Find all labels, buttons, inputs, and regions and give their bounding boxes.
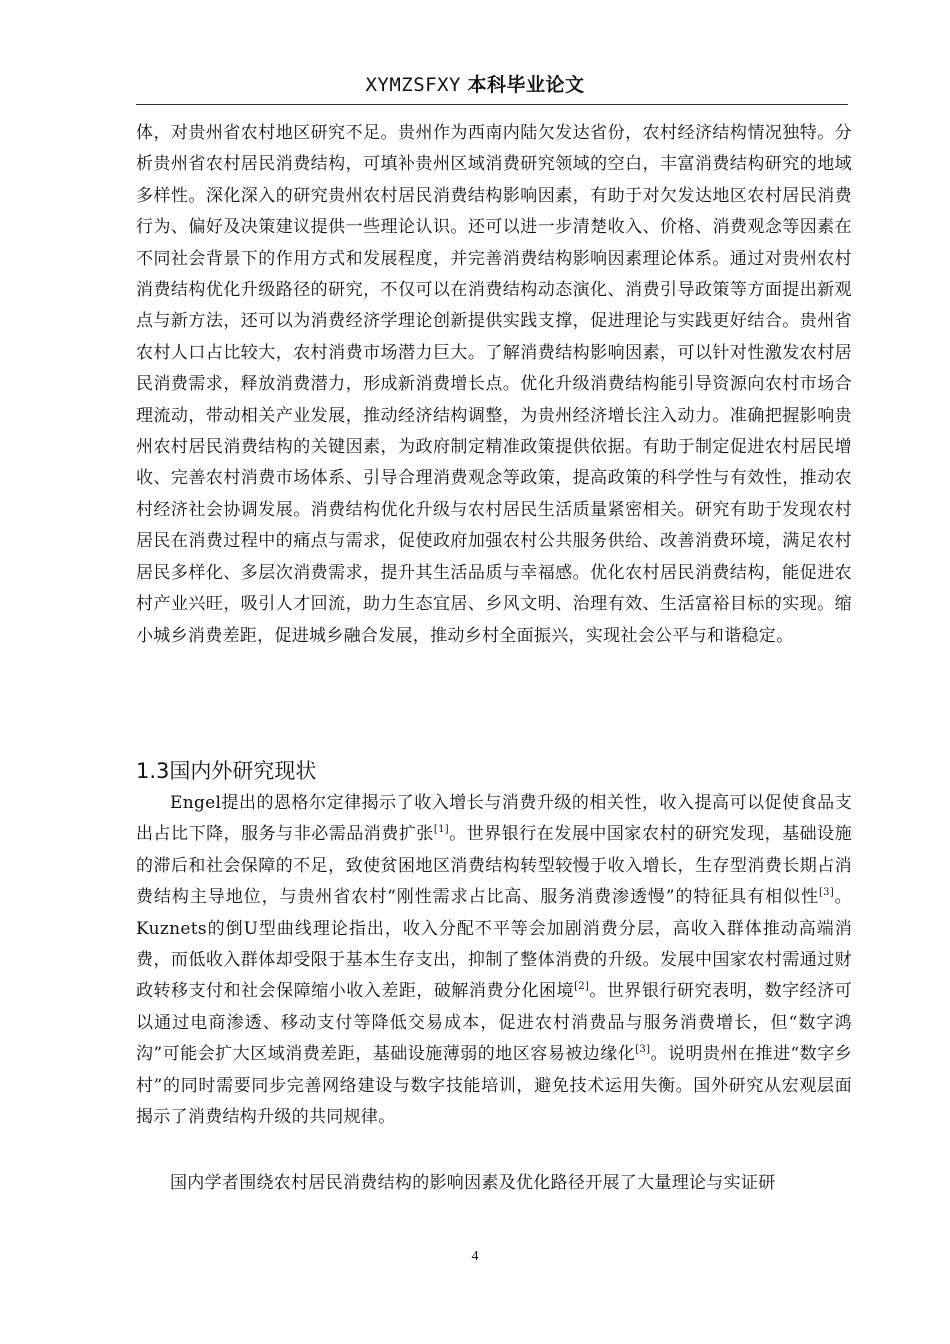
body-paragraph-1: 体，对贵州省农村地区研究不足。贵州作为西南内陆欠发达省份，农村经济结构情况独特。分析贵州省农村居民消费结构，可填补贵州区域消费研究领域的空白，丰富消费结构研究的地域多样性。深化深入的研究贵州农村居民消费结构影响因素，有助于对欠发达地区农村居民消费行为、偏好及决策建议提供一些理论认识。还可以进一步清楚收入、价格、消费观念等因素在不同社会背景下的作用方式和发展程度，并完善消费结构影响因素理论体系。通过对贵州农村消费结构优化升级路径的研究，不仅可以在消费结构动态演化、消费引导政策等方面提出新观点与新方法，还可以为消费经济学理论创新提供实践支撑，促进理论与实践更好结合。贵州省农村人口占比较大，农村消费市场潜力巨大。了解消费结构影响因素，可以针对性激发农村居民消费需求，释放消费潜力，形成新消费增长点。优化升级消费结构能引导资源向农村市场合理流动，带动相关产业发展，推动经济结构调整，为贵州经济增长注入动力。准确把握影响贵州农村居民消费结构的关键因素，为政府制定精准政策提供依据。有助于制定促进农村居民增收、完善农村消费市场体系、引导合理消费观念等政策，提高政策的科学性与有效性，推动农村经济社会协调发展。消费结构优化升级与农村居民生活质量紧密相关。研究有助于发现农村居民在消费过程中的痛点与需求，促使政府加强农村公共服务供给、改善消费环境，满足农村居民多样化、多层次消费需求，提升其生活品质与幸福感。优化农村居民消费结构，能促进农村产业兴旺，吸引人才回流，助力生态宜居、乡风文明、治理有效、生活富裕目标的实现。缩小城乡消费差距，促进城乡融合发展，推动乡村全面振兴，实现社会公平与和谐稳定。 bbox=[136, 123, 852, 646]
citation: [3] bbox=[818, 887, 835, 899]
citation: [2] bbox=[574, 981, 590, 993]
body-paragraph-2 bbox=[136, 788, 852, 1133]
section-heading: 1.3国内外研究现状 bbox=[136, 759, 317, 783]
header-rule bbox=[136, 104, 848, 105]
text-segment: 。世界银行研究表明，数字经济可以通过电商渗透、移动支付等降低交易成本，促进农村消费品与服务消费增长，但“数字鸿沟”可能会扩大区域消费差距，基础设施薄弱的地区容易被边缘化 bbox=[136, 981, 853, 1065]
citation: [1] bbox=[433, 824, 449, 836]
page-number: 4 bbox=[471, 1249, 479, 1264]
text-segment: Engel提出的恩格尔定律揭示了收入增长与消费升级的相关性，收入提高可以促使食品支出占比下降，服务与非必需品消费扩张 bbox=[136, 793, 852, 845]
text-segment: 。世界银行在发展中国家农村的研究发现，基础设施的滞后和社会保障的不足，致使贫困地区消费结构转型较慢于收入增长，生存型消费长期占消费结构主导地位，与贵州省农村“刚性需求占比高、服务消费渗透慢”的特征具有相似性 bbox=[136, 824, 852, 908]
text-segment: 。说明贵州在推进“数字乡村”的同时需要同步完善网络建设与数字技能培训，避免技术运用失衡。国外研究从宏观层面揭示了消费结构升级的共同规律。 bbox=[136, 1044, 852, 1128]
text-segment: 。Kuznets的倒U型曲线理论指出，收入分配不平等会加剧消费分层，高收入群体推动高端消费，而低收入群体却受限于基本生存支出，抑制了整体消费的升级。发展中国家农村需通过财政转移支付和社会保障缩小收入差距，破解消费分化困境 bbox=[136, 887, 852, 1002]
header-code: XYMZSFXY bbox=[365, 74, 461, 96]
header-title: 本科毕业论文 bbox=[467, 74, 585, 96]
page-header bbox=[0, 70, 950, 97]
citation: [3] bbox=[635, 1044, 651, 1056]
body-paragraph-3: 国内学者围绕农村居民消费结构的影响因素及优化路径开展了大量理论与实证研 bbox=[170, 1173, 776, 1193]
